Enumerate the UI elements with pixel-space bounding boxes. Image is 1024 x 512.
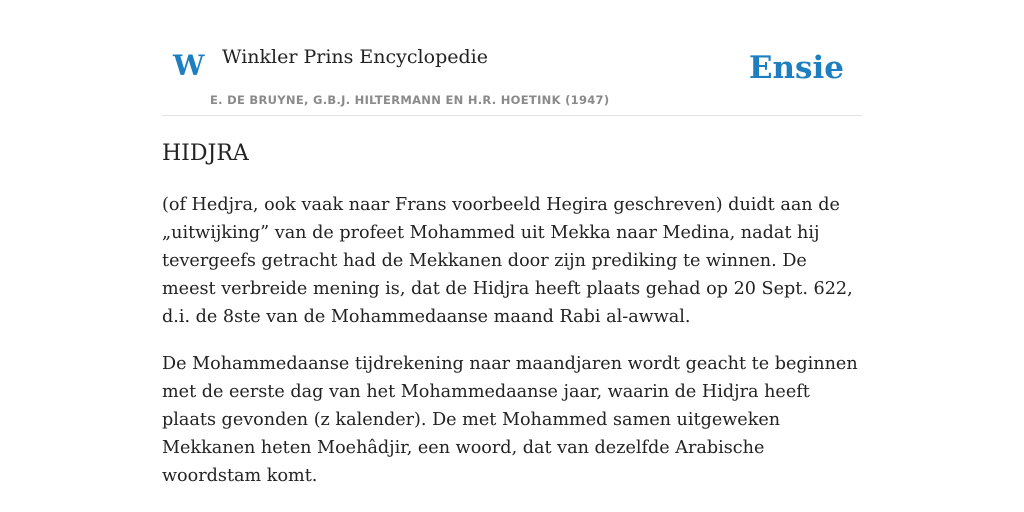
ensie-home-link[interactable]: Ensie [748, 50, 844, 86]
publication-authors: E. DE BRUYNE, G.B.J. HILTERMANN EN H.R. HOETINK (1947) [210, 93, 610, 107]
publication-header [162, 34, 862, 116]
publication-title: Winkler Prins Encyclopedie [222, 46, 488, 68]
article-paragraph: (of Hedjra, ook vaak naar Frans voorbeeld Hegira geschreven) duidt aan de „uitwijking” van de profeet Mohammed uit Mekka naar Medina, nadat hij tevergeefs getracht had de Mekkanen door zijn prediking te winnen. De meest verbreide mening is, dat de Hidjra heeft plaats gehad op 20 Sept. 622, d.i. de 8ste van de Mohammedaanse maand Rabi al-awwal. [162, 194, 853, 327]
article [162, 140, 862, 509]
winkler-prins-logo-icon: W [173, 49, 205, 82]
article-headword: HIDJRA [162, 141, 249, 166]
article-paragraph: De Mohammedaanse tijdrekening naar maandjaren wordt geacht te beginnen met de eerste dag van het Mohammedaanse jaar, waarin de Hidjra heeft plaats gevonden (z kalender). De met Mohammed samen uitgeweken Mekkanen heten Moehâdjir, een woord, dat van dezelfde Arabische woordstam komt. [162, 353, 858, 486]
